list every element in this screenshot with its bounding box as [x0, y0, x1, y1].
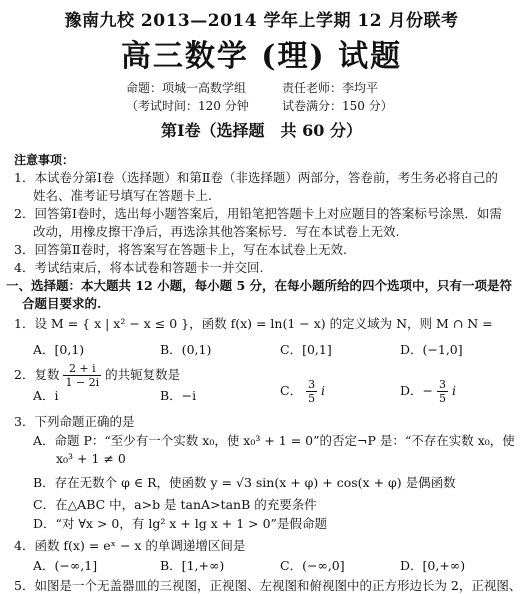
question-4-option-b: B．[1,+∞) [160, 558, 225, 573]
question-2-option-d-den: 5 [438, 392, 446, 405]
question-1-stem: 1．设 M = { x | x² − x ≤ 0 }，函数 f(x) = ln(1 − x) 的定义域为 N，则 M ∩ N = [14, 316, 493, 331]
question-4-option-d: D．[0,+∞) [400, 558, 466, 573]
notice-line: 3．回答第Ⅱ卷时，将答案写在答题卡上，写在本试卷上无效. [14, 242, 347, 257]
notice-heading: 注意事项： [14, 153, 75, 167]
notice-line: 姓名、准考证号填写在答题卡上. [33, 188, 212, 203]
exam-header-title: 豫南九校 2013—2014 学年上学期 12 月份联考 [64, 11, 459, 31]
question-2-fraction-den: 1 − 2i [65, 376, 100, 389]
question-2-suffix: 的共轭复数是 [105, 367, 181, 382]
question-2-fraction [63, 362, 101, 389]
question-2-option-d-fraction [437, 378, 448, 405]
question-3-option-d: D．“对 ∀x > 0，有 lg² x + lg x + 1 > 0”是假命题 [33, 516, 327, 531]
part1-heading-cont: 合题目要求的. [22, 296, 102, 311]
question-3-option-c: C．在△ABC 中，a>b 是 tanA>tanB 的充要条件 [33, 497, 317, 512]
question-2-option-d-num: 3 [438, 378, 446, 391]
question-2-option-b: B．−i [160, 388, 197, 403]
question-3-option-a: A．命题 P：“至少有一个实数 x₀，使 x₀³ + 1 = 0”的否定¬P 是：“不存在实数 x₀，使 [33, 433, 515, 448]
question-2-option-d-suffix: i [451, 383, 456, 398]
question-4-option-c: C．(−∞,0] [280, 558, 345, 573]
notice-line: 1．本试卷分第Ⅰ卷（选择题）和第Ⅱ卷（非选择题）两部分，答卷前，考生务必将自己的 [14, 170, 498, 185]
question-1-option-a: A．[0,1) [33, 342, 85, 357]
notice-line: 2．回答第Ⅰ卷时，选出每小题答案后，用铅笔把答题卡上对应题目的答案标号涂黑．如需 [14, 206, 502, 221]
question-2-fraction-num: 2 + i [63, 362, 101, 376]
exam-time-text: （考试时间：120 分钟 [126, 99, 249, 113]
question-3-stem: 3．下列命题正确的是 [14, 414, 135, 429]
notice-line: 4．考试结束后，将本试卷和答题卡一并交回. [14, 260, 264, 275]
question-2-stem [14, 362, 180, 389]
question-1-option-b: B．(0,1) [160, 342, 212, 357]
question-4-stem: 4．函数 f(x) = eˣ − x 的单调递增区间是 [14, 538, 246, 553]
question-2-option-c-label: C． [280, 383, 303, 398]
part1-heading: 一、选择题：本大题共 12 小题，每小题 5 分，在每小题所给的四个选项中，只有一项是符 [6, 278, 513, 293]
question-2-option-c-num: 3 [308, 378, 316, 391]
question-2-option-a: A．i [33, 388, 59, 403]
question-2-option-c [280, 378, 325, 405]
section-title: 第Ⅰ卷（选择题 共 60 分） [161, 121, 362, 140]
question-5-stem: 5．如图是一个无盖器皿的三视图，正视图、左视图和俯视图中的正方形边长为 2，正视图、 [14, 578, 522, 593]
question-2-option-c-suffix: i [321, 383, 326, 398]
question-2-option-d [400, 378, 456, 405]
teacher-text: 责任老师：李均平 [282, 81, 379, 95]
question-4-option-a: A．(−∞,1] [33, 558, 98, 573]
exam-main-title: 高三数学 (理) 试题 [120, 39, 403, 74]
question-3-option-a-cont: x₀³ + 1 ≠ 0 [56, 451, 126, 466]
question-2-option-c-fraction [306, 378, 317, 405]
question-3-option-b: B．存在无数个 φ ∈ R，使函数 y = √3 sin(x + φ) + cos(x + φ) 是偶函数 [33, 475, 456, 490]
proposer-text: 命题：项城一高数学组 [126, 81, 247, 95]
question-2-option-d-label: D．− [400, 383, 433, 398]
question-2-prefix: 2．复数 [14, 367, 60, 382]
question-1-option-d: D．(−1,0] [400, 342, 463, 357]
notice-line: 改动，用橡皮擦干净后，再选涂其他答案标号．写在本试卷上无效. [33, 224, 400, 239]
exam-score-text: 试卷满分：150 分） [282, 99, 393, 113]
question-1-option-c: C．[0,1] [280, 342, 332, 357]
question-2-option-c-den: 5 [308, 392, 316, 405]
